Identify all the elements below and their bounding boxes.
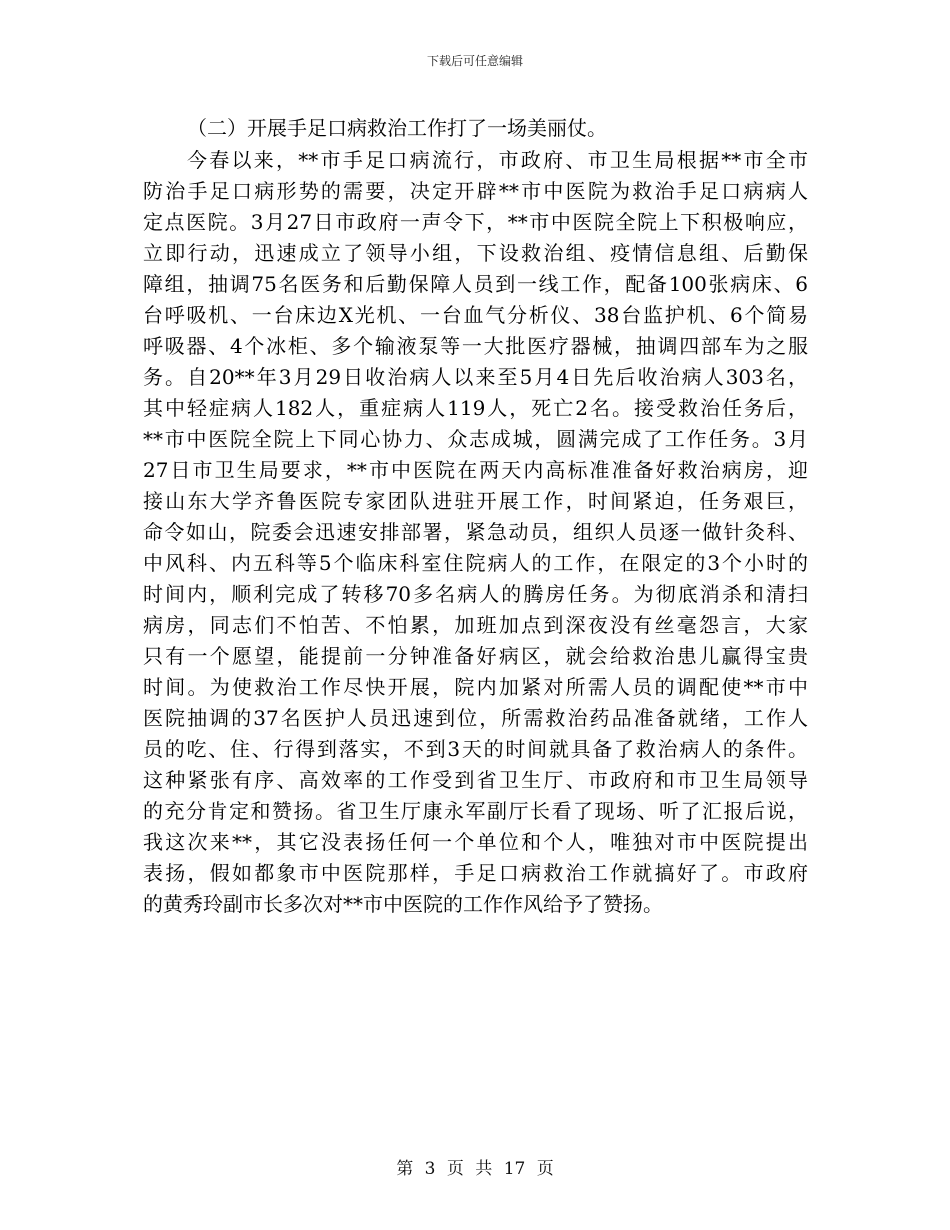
paragraph-line: 中风科、内五科等5个临床科室住院病人的工作，在限定的3个小时的 xyxy=(143,551,808,575)
paragraph-line: 务。自20**年3月29日收治病人以来至5月4日先后收治病人303名， xyxy=(143,365,808,389)
paragraph-line: 的黄秀玲副市长多次对**市中医院的工作作风给予了赞扬。 xyxy=(143,892,663,916)
paragraph-line: 表扬，假如都象市中医院那样，手足口病救治工作就搞好了。市政府 xyxy=(143,861,808,885)
paragraph-line: 呼吸器、4个冰柜、多个输液泵等一大批医疗器械，抽调四部车为之服 xyxy=(143,334,808,358)
page-header: 下载后可任意编辑 xyxy=(426,54,523,68)
paragraph-line: 接山东大学齐鲁医院专家团队进驻开展工作，时间紧迫，任务艰巨， xyxy=(143,489,808,513)
paragraph-line: 命令如山，院委会迅速安排部署，紧急动员，组织人员逐一做针灸科、 xyxy=(143,520,808,544)
paragraph-line: 时间内，顺利完成了转移70多名病人的腾房任务。为彻底消杀和清扫 xyxy=(143,582,808,606)
paragraph-line: 我这次来**，其它没表扬任何一个单位和个人，唯独对市中医院提出 xyxy=(143,830,808,854)
paragraph-line: **市中医院全院上下同心协力、众志成城，圆满完成了工作任务。3月 xyxy=(143,427,808,451)
section-heading: （二）开展手足口病救治工作打了一场美丽仗。 xyxy=(187,116,607,140)
paragraph-line: 27日市卫生局要求，**市中医院在两天内高标准准备好救治病房，迎 xyxy=(143,458,808,482)
paragraph-line: 医院抽调的37名医护人员迅速到位，所需救治药品准备就绪，工作人 xyxy=(143,706,808,730)
paragraph-line: 病房，同志们不怕苦、不怕累，加班加点到深夜没有丝毫怨言，大家 xyxy=(143,613,808,637)
paragraph-line: 这种紧张有序、高效率的工作受到省卫生厅、市政府和市卫生局领导 xyxy=(143,768,808,792)
paragraph-line: 员的吃、住、行得到落实，不到3天的时间就具备了救治病人的条件。 xyxy=(143,737,808,761)
page-number: 第 3 页 共 17 页 xyxy=(396,1159,554,1179)
body-paragraph xyxy=(143,145,808,920)
paragraph-line: 的充分肯定和赞扬。省卫生厅康永军副厅长看了现场、听了汇报后说， xyxy=(143,799,808,823)
paragraph-line: 立即行动，迅速成立了领导小组，下设救治组、疫情信息组、后勤保 xyxy=(143,241,808,265)
paragraph-line: 今春以来，**市手足口病流行，市政府、市卫生局根据**市全市 xyxy=(187,148,808,172)
paragraph-line: 台呼吸机、一台床边X光机、一台血气分析仪、38台监护机、6个简易 xyxy=(143,303,808,327)
paragraph-line: 其中轻症病人182人，重症病人119人，死亡2名。接受救治任务后， xyxy=(143,396,808,420)
paragraph-line: 时间。为使救治工作尽快开展，院内加紧对所需人员的调配使**市中 xyxy=(143,675,808,699)
document-body xyxy=(143,111,808,920)
paragraph-line: 防治手足口病形势的需要，决定开辟**市中医院为救治手足口病病人 xyxy=(143,179,808,203)
paragraph-line: 只有一个愿望，能提前一分钟准备好病区，就会给救治患儿赢得宝贵 xyxy=(143,644,808,668)
paragraph-line: 障组，抽调75名医务和后勤保障人员到一线工作，配备100张病床、6 xyxy=(143,272,808,296)
paragraph-line: 定点医院。3月27日市政府一声令下，**市中医院全院上下积极响应， xyxy=(143,210,808,234)
